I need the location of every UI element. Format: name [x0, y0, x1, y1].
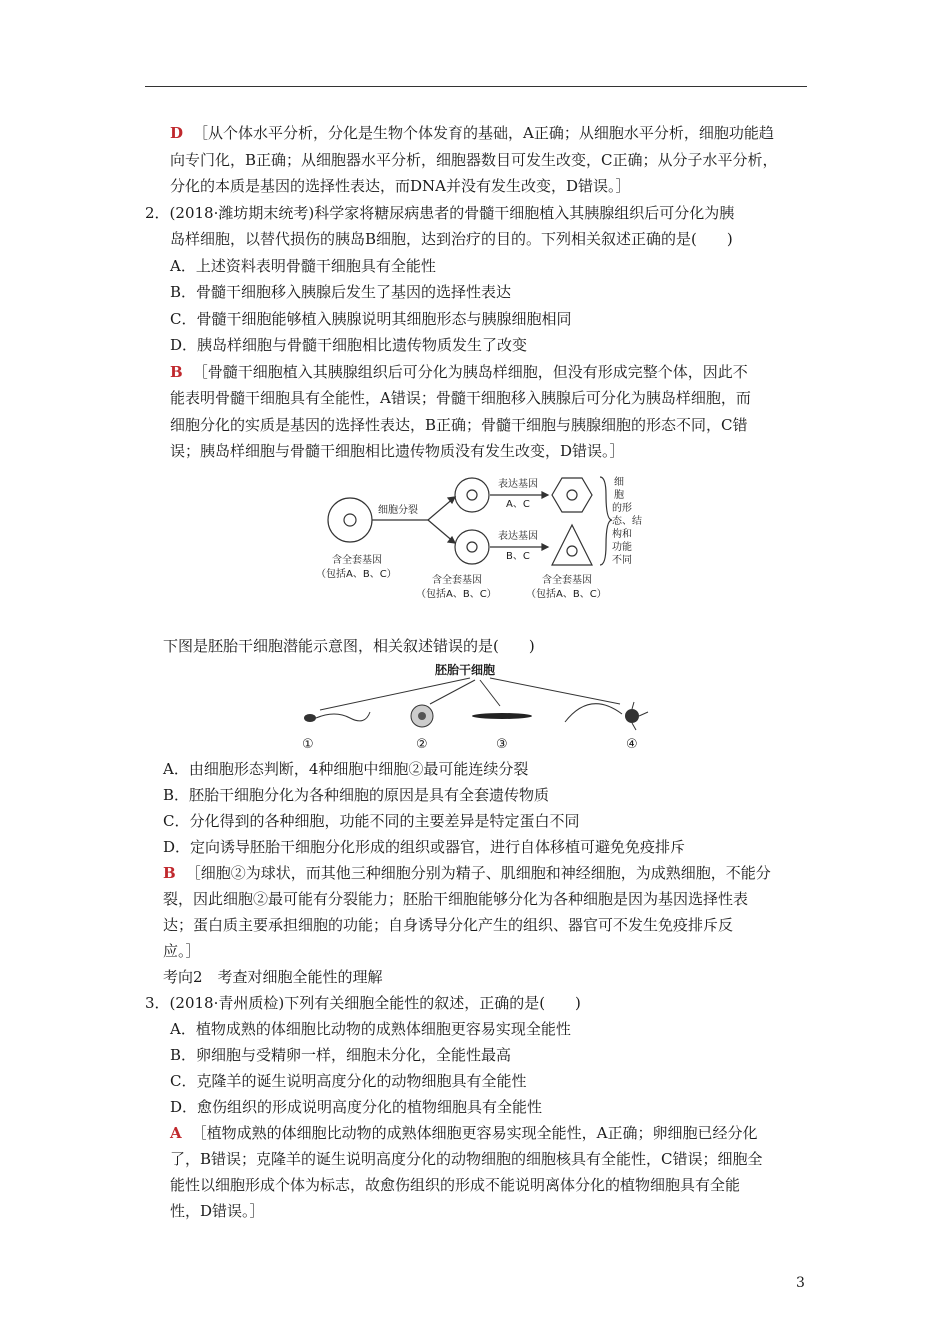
svg-text:功能: 功能: [612, 542, 632, 553]
q2-option-d: D．胰岛样细胞与骨髓干细胞相比遗传物质发生了改变: [170, 336, 528, 354]
cell-number-1: ①: [302, 737, 314, 752]
q2-answer-line-1: B ［骨髓干细胞植入其胰腺组织后可分化为胰岛样细胞，但没有形成完整个体，因此不: [170, 363, 748, 381]
q3-answer-letter: A: [170, 1124, 182, 1142]
page-number: 3: [796, 1275, 805, 1291]
q2-answer-line-4: 误；胰岛样细胞与骨髓干细胞相比遗传物质没有发生改变，D错误。］: [170, 442, 625, 460]
muscle-cell: [472, 713, 532, 719]
embryo-option-c: C．分化得到的各种细胞，功能不同的主要差异是特定蛋白不同: [163, 812, 580, 830]
q2-option-c: C．骨髓干细胞能够植入胰腺说明其细胞形态与胰腺细胞相同: [170, 310, 572, 328]
express-top-genes: A、C: [506, 499, 530, 510]
q2-stem-line-1: 2．(2018·潍坊期末统考)科学家将糖尿病患者的骨髓干细胞植入其胰腺组织后可分化为胰: [145, 204, 735, 222]
triangle-cell: [552, 525, 592, 565]
cell-number-4: ④: [626, 737, 638, 752]
parent-cell: [328, 498, 372, 542]
embryo-option-a: A．由细胞形态判断，4种细胞中细胞②最可能连续分裂: [163, 760, 529, 778]
division-label: 细胞分裂: [378, 505, 418, 516]
header-rule: [145, 86, 807, 87]
express-bottom-label: 表达基因: [498, 531, 538, 542]
svg-text:构和: 构和: [612, 529, 632, 540]
svg-text:含全套基因: 含全套基因: [542, 575, 592, 586]
q2-option-b: B．骨髓干细胞移入胰腺后发生了基因的选择性表达: [170, 283, 512, 301]
embryo-stem: 下图是胚胎干细胞潜能示意图，相关叙述错误的是( ): [163, 637, 535, 655]
q3-option-b: B．卵细胞与受精卵一样，细胞未分化，全能性最高: [170, 1046, 512, 1064]
embryo-diagram-title: 胚胎干细胞: [435, 663, 496, 677]
q3-answer-line-2: 了，B错误；克隆羊的诞生说明高度分化的动物细胞的细胞核具有全能性，C错误；细胞全: [170, 1150, 763, 1168]
q3-answer-line-1: A ［植物成熟的体细胞比动物的成熟体细胞更容易实现全能性，A正确；卵细胞已经分化: [170, 1124, 758, 1142]
q2-stem-line-2: 岛样细胞，以替代损伤的胰岛B细胞，达到治疗的目的。下列相关叙述正确的是( ): [170, 230, 733, 248]
differentiation-diagram: [310, 465, 670, 615]
embryo-answer-line-3: 达；蛋白质主要承担细胞的功能；自身诱导分化产生的组织、器官可不发生免疫排斥反: [163, 916, 734, 934]
daughter-cell-bottom: [455, 530, 489, 564]
embryo-answer-line-1: B ［细胞②为球状，而其他三种细胞分别为精子、肌细胞和神经细胞，为成熟细胞，不能分: [163, 864, 771, 882]
embryo-answer-line-2: 裂，因此细胞②最可能有分裂能力；胚胎干细胞能够分化为各种细胞是因为基因选择性表: [163, 890, 749, 908]
cell-number-2: ②: [416, 737, 428, 752]
embryo-option-b: B．胚胎干细胞分化为各种细胞的原因是具有全套遗传物质: [163, 786, 550, 804]
svg-text:（包括A、B、C）: （包括A、B、C）: [416, 589, 497, 600]
q2-option-a: A．上述资料表明骨髓干细胞具有全能性: [170, 257, 436, 275]
q1-answer-letter: D: [170, 124, 184, 142]
section-heading: 考向2 考查对细胞全能性的理解: [163, 968, 383, 986]
q3-option-d: D．愈伤组织的形成说明高度分化的植物细胞具有全能性: [170, 1098, 543, 1116]
svg-text:含全套基因: 含全套基因: [432, 575, 482, 586]
svg-text:细: 细: [614, 477, 624, 488]
q2-answer-line-2: 能表明骨髓干细胞具有全能性，A错误；骨髓干细胞移入胰腺后可分化为胰岛样细胞，而: [170, 389, 751, 407]
express-top-label: 表达基因: [498, 479, 538, 490]
svg-text:（包括A、B、C）: （包括A、B、C）: [526, 589, 607, 600]
embryo-option-d: D．定向诱导胚胎干细胞分化形成的组织或器官，进行自体移植可避免免疫排斥: [163, 838, 686, 856]
q3-answer-line-4: 性，D错误。］: [170, 1202, 265, 1220]
embryo-answer-letter: B: [163, 864, 176, 882]
svg-text:态、结: 态、结: [612, 516, 642, 527]
q1-answer-line-3: 分化的本质是基因的选择性表达，而DNA并没有发生改变，D错误。］: [170, 177, 631, 195]
svg-text:不同: 不同: [612, 555, 632, 566]
hexagon-cell: [552, 478, 592, 512]
round-cell: [411, 705, 433, 727]
q2-answer-line-3: 细胞分化的实质是基因的选择性表达，B正确；骨髓干细胞与胰腺细胞的形态不同，C错: [170, 416, 748, 434]
sperm-cell: [304, 712, 370, 722]
svg-text:含全套基因: 含全套基因: [332, 555, 382, 566]
q3-option-a: A．植物成熟的体细胞比动物的成熟体细胞更容易实现全能性: [170, 1020, 571, 1038]
q2-answer-letter: B: [170, 363, 183, 381]
svg-text:的形: 的形: [612, 503, 632, 514]
svg-text:（包括A、B、C）: （包括A、B、C）: [316, 569, 397, 580]
svg-text:胞: 胞: [614, 490, 624, 501]
embryo-diagram: [290, 660, 670, 755]
q3-stem: 3．(2018·青州质检)下列有关细胞全能性的叙述，正确的是( ): [145, 994, 581, 1012]
q3-answer-line-3: 能性以细胞形成个体为标志，故愈伤组织的形成不能说明离体分化的植物细胞具有全能: [170, 1176, 741, 1194]
q3-option-c: C．克隆羊的诞生说明高度分化的动物细胞具有全能性: [170, 1072, 527, 1090]
q1-answer-line-1: D ［从个体水平分析，分化是生物个体发育的基础，A正确；从细胞水平分析，细胞功能趋: [170, 124, 774, 142]
express-bottom-genes: B、C: [506, 551, 530, 562]
nerve-cell: [565, 702, 648, 730]
embryo-answer-line-4: 应。］: [163, 942, 201, 960]
cell-number-3: ③: [496, 737, 508, 752]
daughter-cell-top: [455, 478, 489, 512]
q1-answer-line-2: 向专门化，B正确；从细胞器水平分析，细胞器数目可发生改变，C正确；从分子水平分析，: [170, 151, 778, 169]
